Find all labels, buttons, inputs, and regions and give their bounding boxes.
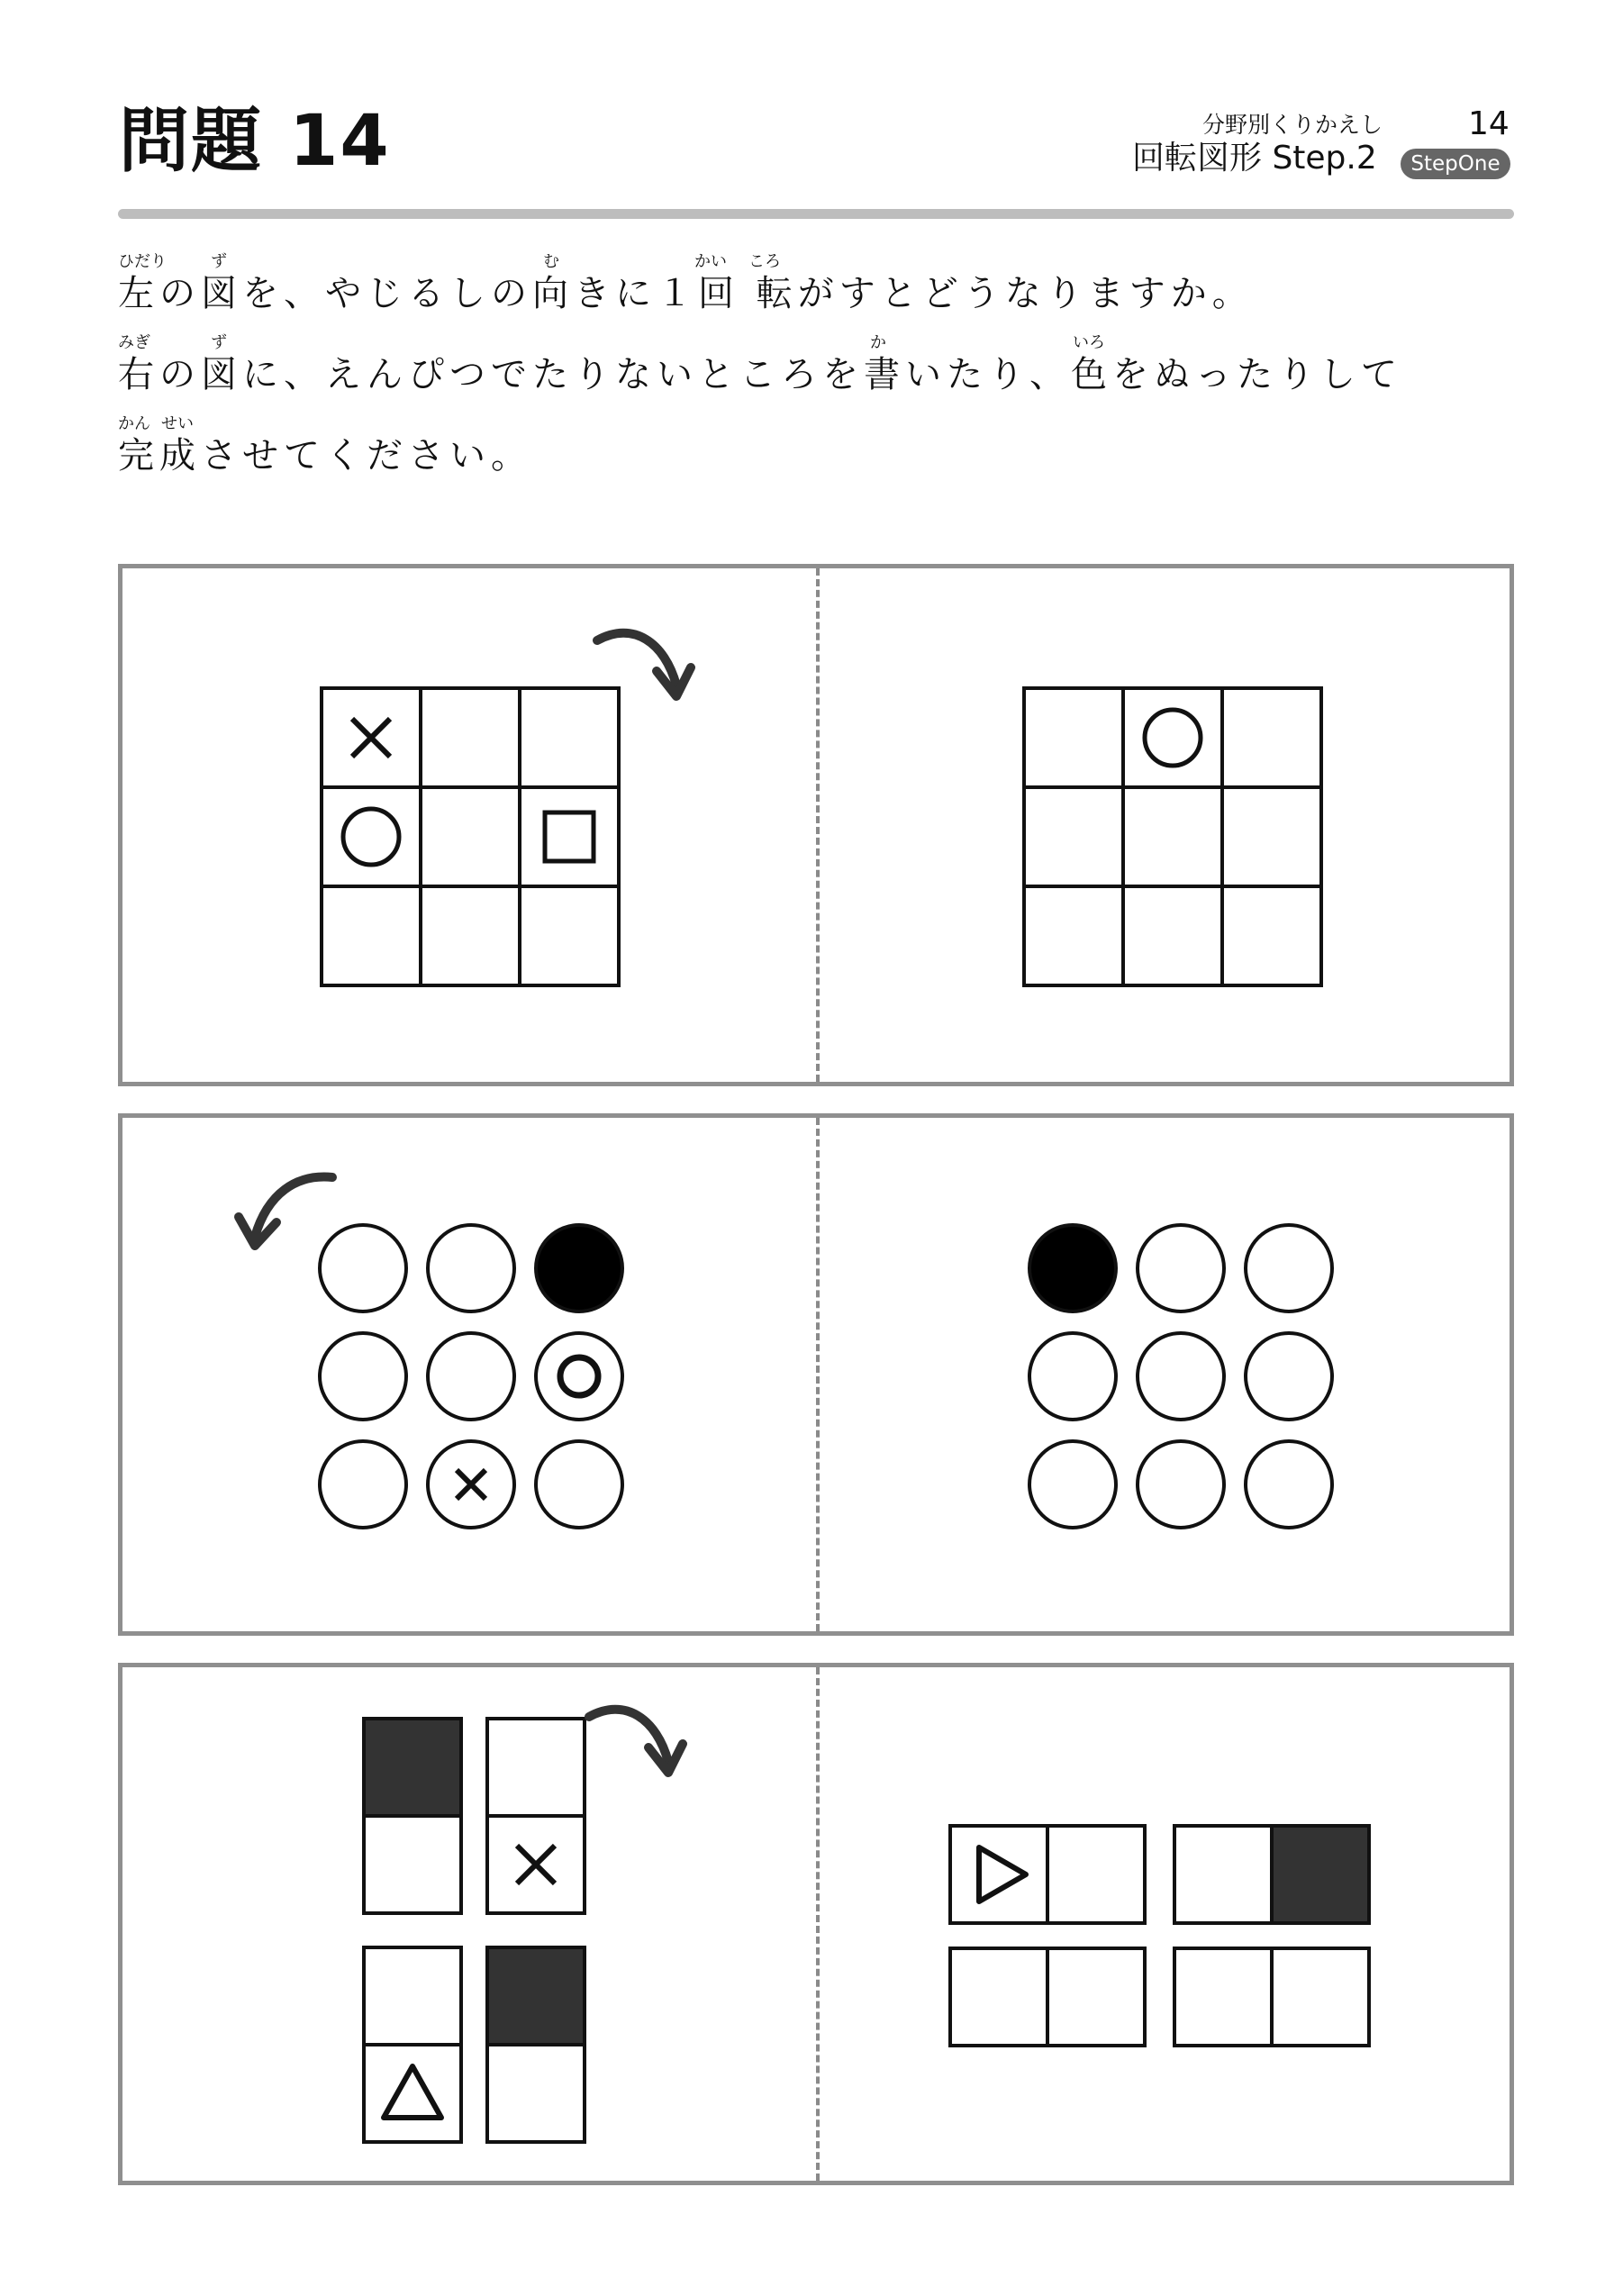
block-cell bbox=[950, 1826, 1047, 1923]
grid-cell bbox=[1222, 787, 1321, 886]
grid-cell bbox=[1024, 787, 1123, 886]
furigana: む bbox=[543, 252, 559, 271]
furigana: ず bbox=[211, 252, 227, 271]
block-cell bbox=[364, 1719, 461, 1816]
grid-circle bbox=[428, 1225, 514, 1311]
left-figure bbox=[122, 1118, 816, 1631]
grid-cell bbox=[520, 787, 619, 886]
furigana: ころ bbox=[748, 252, 781, 271]
block-cell bbox=[1272, 1948, 1369, 2046]
answer-figure[interactable] bbox=[820, 1667, 1510, 2181]
grid-cell bbox=[1123, 886, 1222, 985]
block-cell bbox=[1047, 1826, 1145, 1923]
grid-circle bbox=[1029, 1333, 1116, 1420]
furigana: かい bbox=[694, 252, 727, 271]
furigana: せい bbox=[161, 414, 194, 433]
block-cell bbox=[1174, 1948, 1272, 2046]
grid-circle bbox=[428, 1333, 514, 1420]
furigana: かん bbox=[118, 414, 150, 433]
problem-panel-2 bbox=[118, 1113, 1514, 1636]
header-rule bbox=[118, 209, 1514, 219]
instruction-text: 左の図を、やじるしの向きに１回 転がすとどうなりますか。 bbox=[118, 273, 1254, 314]
grid-cell bbox=[1024, 688, 1123, 787]
instruction-line-2 bbox=[118, 335, 1523, 425]
grid-cell bbox=[1123, 787, 1222, 886]
worksheet-subtitle: 回転図形 Step.2 bbox=[1132, 140, 1377, 177]
grid-cell bbox=[322, 787, 421, 886]
block-cell bbox=[364, 1816, 461, 1913]
block-cell bbox=[950, 1948, 1047, 2046]
grid-cell bbox=[520, 688, 619, 787]
grid-cell bbox=[1222, 688, 1321, 787]
furigana: か bbox=[870, 333, 886, 352]
grid-circle bbox=[1138, 1333, 1224, 1420]
instruction-line-1 bbox=[118, 254, 1523, 344]
left-figure bbox=[122, 568, 816, 1082]
grid-circle bbox=[1029, 1225, 1116, 1311]
grid-cell bbox=[322, 886, 421, 985]
furigana: みぎ bbox=[118, 333, 150, 352]
grid-cell bbox=[1123, 688, 1222, 787]
block-cell bbox=[1272, 1826, 1369, 1923]
grid-circle bbox=[1246, 1225, 1332, 1311]
block-cell bbox=[487, 1947, 585, 2045]
grid-cell bbox=[421, 886, 520, 985]
furigana: ず bbox=[211, 333, 227, 352]
grid-circle bbox=[320, 1333, 406, 1420]
page-title: 問題 14 bbox=[119, 101, 391, 182]
block-cell bbox=[487, 2045, 585, 2142]
instruction-text: 右の図に、えんぴつでたりないところを書いたり、色をぬったりして bbox=[118, 354, 1402, 395]
category-label: 分野別くりかえし bbox=[1202, 112, 1383, 138]
furigana: いろ bbox=[1073, 333, 1105, 352]
grid-circle bbox=[536, 1441, 622, 1528]
grid-circle bbox=[536, 1333, 622, 1420]
instruction-text: 完成させてください。 bbox=[118, 435, 532, 476]
problem-panel-1 bbox=[118, 564, 1514, 1086]
grid-circle bbox=[1246, 1441, 1332, 1528]
instruction-line-3 bbox=[118, 416, 1523, 506]
grid-circle bbox=[1029, 1441, 1116, 1528]
block-cell bbox=[1047, 1948, 1145, 2046]
grid-cell bbox=[421, 787, 520, 886]
block-cell bbox=[1174, 1826, 1272, 1923]
page-number: 14 bbox=[1468, 105, 1510, 142]
answer-figure[interactable] bbox=[820, 1118, 1510, 1631]
grid-cell bbox=[520, 886, 619, 985]
grid-circle bbox=[1138, 1225, 1224, 1311]
grid-circle bbox=[1246, 1333, 1332, 1420]
grid-circle bbox=[320, 1225, 406, 1311]
problem-panel-3 bbox=[118, 1663, 1514, 2185]
left-figure bbox=[122, 1667, 816, 2181]
answer-figure[interactable] bbox=[820, 568, 1510, 1082]
grid-circle bbox=[320, 1441, 406, 1528]
block-cell bbox=[364, 2045, 461, 2142]
block-cell bbox=[487, 1719, 585, 1816]
stepone-logo: StepOne bbox=[1401, 149, 1510, 179]
grid-cell bbox=[1222, 886, 1321, 985]
furigana: ひだり bbox=[118, 252, 167, 271]
grid-cell bbox=[421, 688, 520, 787]
grid-circle bbox=[1138, 1441, 1224, 1528]
grid-circle bbox=[536, 1225, 622, 1311]
grid-cell bbox=[1024, 886, 1123, 985]
block-cell bbox=[364, 1947, 461, 2045]
